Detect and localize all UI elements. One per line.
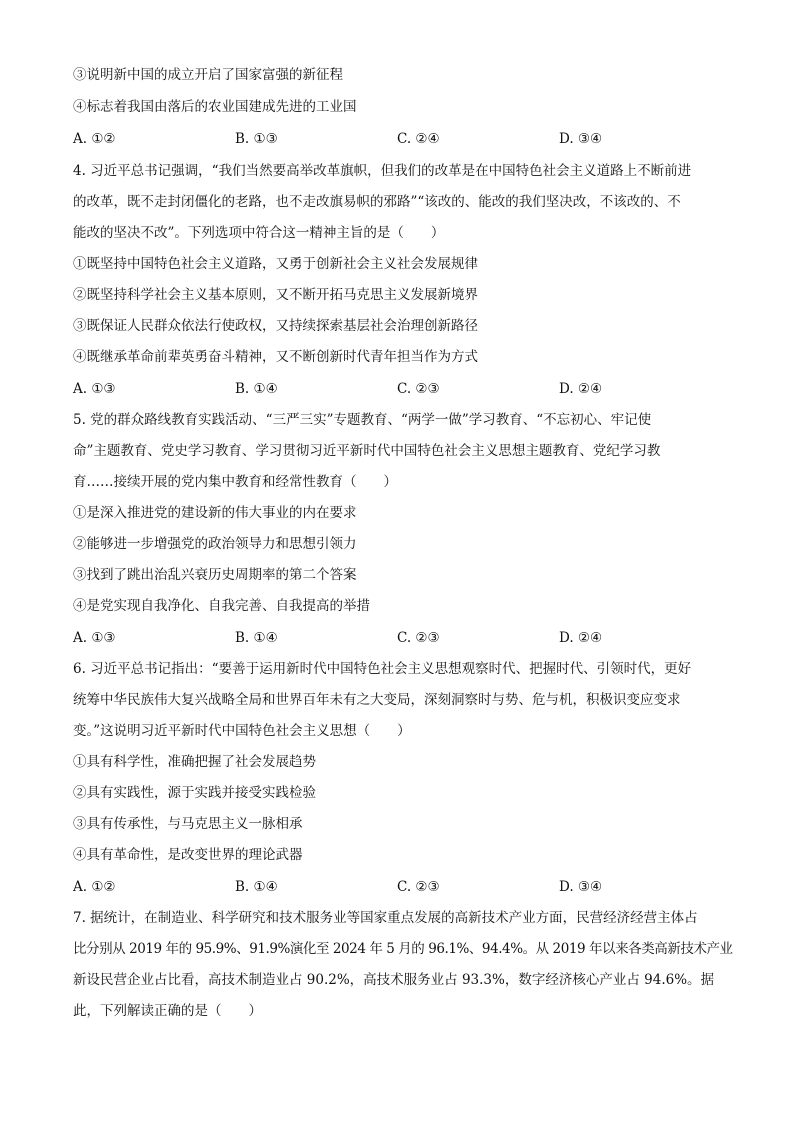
- q4-statement-4: ④既继承革命前辈英勇奋斗精神，又不断创新时代青年担当作为方式: [73, 349, 478, 365]
- q6-option-b[interactable]: B. ①④: [235, 879, 278, 895]
- q6-option-a[interactable]: A. ①②: [73, 879, 116, 895]
- q5-option-b[interactable]: B. ①④: [235, 630, 278, 646]
- q3-options: [73, 130, 733, 148]
- q4-option-d[interactable]: D. ②④: [559, 381, 603, 397]
- q4-stem-line: 能改的坚决不改”。下列选项中符合这一精神主旨的是（ ）: [73, 225, 445, 241]
- q6-stem-line: 变。”这说明习近平新时代中国特色社会主义思想（ ）: [73, 723, 411, 739]
- q6-statement-2: ②具有实践性，源于实践并接受实践检验: [73, 785, 316, 801]
- q7-stem-line: 此，下列解读正确的是（ ）: [73, 1003, 262, 1019]
- q3-option-a[interactable]: A. ①②: [73, 131, 116, 147]
- q5-statement-3: ③找到了跳出治乱兴衰历史周期率的第二个答案: [73, 567, 357, 583]
- q6-statement-1: ①具有科学性，准确把握了社会发展趋势: [73, 754, 316, 770]
- q3-option-b[interactable]: B. ①③: [235, 131, 278, 147]
- q6-option-d[interactable]: D. ③④: [559, 879, 603, 895]
- q3-statement-3: ③说明新中国的成立开启了国家富强的新征程: [73, 67, 343, 83]
- q5-statement-1: ①是深入推进党的建设新的伟大事业的内在要求: [73, 505, 357, 521]
- q4-option-a[interactable]: A. ①③: [73, 381, 116, 397]
- q7-stem-line: 新设民营企业占比看，高技术制造业占 90.2%，高技术服务业占 93.3%，数字经济核心产业占 94.6%。据: [73, 972, 715, 988]
- q6-option-c[interactable]: C. ②③: [397, 879, 440, 895]
- q5-option-c[interactable]: C. ②③: [397, 630, 440, 646]
- q5-stem-line: 5. 党的群众路线教育实践活动、“三严三实”专题教育、“两学一做”学习教育、“不忘初心、牢记使: [73, 412, 652, 428]
- q5-option-a[interactable]: A. ①③: [73, 630, 116, 646]
- q4-option-c[interactable]: C. ②③: [397, 381, 440, 397]
- q6-statement-3: ③具有传承性，与马克思主义一脉相承: [73, 816, 303, 832]
- q3-option-d[interactable]: D. ③④: [559, 131, 603, 147]
- q6-stem-line: 6. 习近平总书记指出：“要善于运用新时代中国特色社会主义思想观察时代、把握时代、引领时代，更好: [73, 661, 692, 677]
- q5-stem-line: 命”主题教育、党史学习教育、学习贯彻习近平新时代中国特色社会主义思想主题教育、党纪学习教: [73, 443, 661, 459]
- q5-statement-4: ④是党实现自我净化、自我完善、自我提高的举措: [73, 598, 370, 614]
- q4-statement-2: ②既坚持科学社会主义基本原则，又不断开拓马克思主义发展新境界: [73, 287, 478, 303]
- q4-options: [73, 380, 733, 398]
- q6-statement-4: ④具有革命性，是改变世界的理论武器: [73, 847, 303, 863]
- q6-options: [73, 878, 733, 896]
- q7-stem-line: 7. 据统计，在制造业、科学研究和技术服务业等国家重点发展的高新技术产业方面，民营经济经营主体占: [73, 910, 698, 926]
- q3-statement-4: ④标志着我国由落后的农业国建成先进的工业国: [73, 99, 357, 115]
- q4-statement-1: ①既坚持中国特色社会主义道路，又勇于创新社会主义社会发展规律: [73, 256, 478, 272]
- q4-option-b[interactable]: B. ①④: [235, 381, 278, 397]
- q4-statement-3: ③既保证人民群众依法行使政权，又持续探索基层社会治理创新路径: [73, 318, 478, 334]
- q4-stem-line: 4. 习近平总书记强调，“我们当然要高举改革旗帜，但我们的改革是在中国特色社会主义道路上不断前进: [73, 163, 692, 179]
- q6-stem-line: 统筹中华民族伟大复兴战略全局和世界百年未有之大变局，深刻洞察时与势、危与机，积极识变应变求: [73, 692, 681, 708]
- q5-options: [73, 629, 733, 647]
- q7-stem-line: 比分别从 2019 年的 95.9%、91.9%演化至 2024 年 5 月的 96.1%、94.4%。从 2019 年以来各类高新技术产业: [73, 941, 733, 957]
- q5-statement-2: ②能够进一步增强党的政治领导力和思想引领力: [73, 536, 357, 552]
- q5-stem-line: 育……接续开展的党内集中教育和经常性教育（ ）: [73, 474, 397, 490]
- q3-option-c[interactable]: C. ②④: [397, 131, 440, 147]
- q4-stem-line: 的改革，既不走封闭僵化的老路，也不走改旗易帜的邪路”“该改的、能改的我们坚决改，不该改的、不: [73, 194, 681, 210]
- q5-option-d[interactable]: D. ②④: [559, 630, 603, 646]
